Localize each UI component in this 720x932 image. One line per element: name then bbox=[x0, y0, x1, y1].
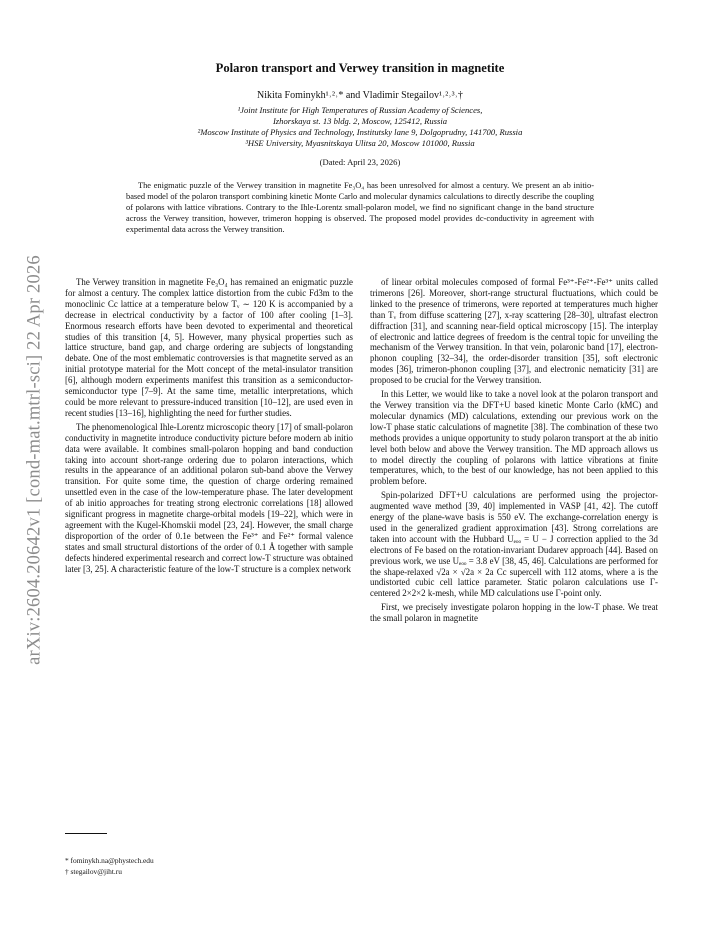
footnote-email-1: * fominykh.na@phystech.edu bbox=[65, 856, 154, 865]
body-paragraph: The Verwey transition in magnetite Fe₃O₄ has remained an enigmatic puzzle for almost a century. The complex lattice distortion from the cubic Fd3m to the monoclinic Cc lattice at a temperature below Tᵥ ∼ 120 K is accompanied by a decrease in electrical conductivity by a factor of 100 after cooling [1–3]. Enormous research efforts have been devoted to experimental and theoretical studies of this transition [4, 5]. However, many physical properties such as lattice structure, band gap, and charge ordering are subjects of longstanding debate. One of the most emblematic controversies is that magnetite served as an initial prototype material for the Mott concept of the metal-insulator transition [6], although modern experiments manifest this transition as a semiconductor-semiconductor type [7–9]. At the same time, metallic interpretations, which could be more relevant to pressure-induced transition [10–12], are used even in recent studies [13–16], highlighting the need for further studies. bbox=[65, 277, 353, 418]
footnote-email-2: † stegailov@jiht.ru bbox=[65, 867, 122, 876]
body-paragraph: First, we precisely investigate polaron hopping in the low-T phase. We treat the small polaron in magnetite bbox=[370, 602, 658, 624]
body-paragraph: Spin-polarized DFT+U calculations are performed using the projector-augmented wave method [39, 40] implemented in VASP [41, 42]. The cutoff energy of the plane-wave basis is 550 eV. The exchange-correlation energy is used in the generalized gradient approximation [43]. Strong correlations are taken into account with the Hubbard Uₑₒₒ = U − J correction applied to the 3d electrons of Fe based on the rotation-invariant Dudarev approach [44]. Based on previous work, we use Uₑₒₒ = 3.8 eV [38, 45, 46]. Calculations are performed for the shape-relaxed √2a × √2a × 2a Cc supercell with 112 atoms, where a is the undistorted cubic cell lattice parameter. Static polaron calculations use Γ-centered 2×2×2 k-mesh, while MD calculations use Γ-point only. bbox=[370, 490, 658, 599]
affiliation-line: Izhorskaya st. 13 bldg. 2, Moscow, 125412, Russia bbox=[272, 116, 448, 126]
paper-title: Polaron transport and Verwey transition in magnetite bbox=[215, 61, 505, 75]
body-paragraph: The phenomenological Ihle-Lorentz microscopic theory [17] of small-polaron conductivity in magnetite introduce conductivity picture before modern ab initio data were available. It combines small-polaron hopping and band conduction taking into account short-range ordering due to polaron interactions, which results in the appearance of an additional polaron sub-band above the Verwey transition. For quite some time, the question of charge ordering remained unsettled even in the case of the low-temperature phase. The later development of ab initio approaches for treating strong electronic correlations [18] allowed significant progress in magnetite charge-orbital models [19–22], which were in agreement with the Kugel-Khomskii model [23, 24]. However, the small charge disproportion of the order of 0.1e between the Fe³⁺ and Fe²⁺ formal valence states and small structural distortions of the order of 0.1 Å together with sample defects hindered experimental research and correct low-T structure was obtained later [3, 25]. A characteristic feature of the low-T structure is a complex network bbox=[65, 421, 353, 574]
right-column bbox=[370, 277, 658, 627]
affiliation-line: ¹Joint Institute for High Temperatures of Russian Academy of Sciences, bbox=[237, 105, 483, 115]
abstract: The enigmatic puzzle of the Verwey transition in magnetite Fe₃O₄ has been unresolved for almost a century. We present an ab initio-based model of the polaron transport combining kinetic Monte Carlo and molecular dynamics calculations to directly describe the coupling of polarons with lattice vibrations. Contrary to the Ihle-Lorentz small-polaron model, we find no significant change in the band structure across the Verwey transition, however, trimeron hopping is observed. The proposed model provides dc-conductivity in agreement with experimental data across the Verwey transition. bbox=[126, 181, 594, 235]
affiliations bbox=[60, 105, 660, 149]
author-list: Nikita Fominykh¹˒²˒* and Vladimir Stegailov¹˒²˒³˒† bbox=[257, 90, 463, 101]
body-paragraph: of linear orbital molecules composed of formal Fe³⁺-Fe²⁺-Fe³⁺ units called trimerons [26]. Moreover, short-range structural fluctuations, which could be linked to the presence of trimerons, were reported at temperatures much higher than Tᵥ from diffuse scattering [27], x-ray scattering [28–30], ultrafast electron diffraction [31], and scanning near-field optical microscopy [15]. The interplay of electronic and lattice degrees of freedom is the central topic for unveiling the mechanism of the Verwey transition. In that vein, polaronic band [17], electron-phonon coupling [32–34], the order-disorder transition [35], soft electronic modes [36], trimeron-phonon coupling [37], and electronic nematicity [31] are proposed to be crucial for the Verwey transition. bbox=[370, 277, 658, 386]
arxiv-watermark bbox=[22, 200, 48, 720]
affiliation-line: ²Moscow Institute of Physics and Technology, Institutsky lane 9, Dolgoprudny, 141700, Russia bbox=[197, 127, 523, 137]
footnotes bbox=[65, 855, 353, 877]
affiliation-line: ³HSE University, Myasnitskaya Ulitsa 20, Moscow 101000, Russia bbox=[245, 138, 475, 148]
arxiv-identifier: arXiv:2604.20642v1 [cond-mat.mtrl-sci] 22 Apr 2026 bbox=[24, 255, 45, 665]
date-line: (Dated: April 23, 2026) bbox=[319, 157, 401, 167]
left-column bbox=[65, 277, 353, 577]
body-paragraph: In this Letter, we would like to take a novel look at the polaron transport and the Verwey transition via the DFT+U based kinetic Monte Carlo (kMC) and molecular dynamics (MD) calculations, extending our previous work on the low-T phase static calculations of magnetite [38]. The combination of these two methods provides a unique opportunity to study polaron transport at the ab initio level both below and above the Verwey transition. The MD approach allows us to model directly the coupling of polarons with lattice vibrations at finite temperatures, which, to the best of our knowledge, has not been applied to this problem before. bbox=[370, 389, 658, 487]
footnote-rule bbox=[65, 833, 107, 834]
